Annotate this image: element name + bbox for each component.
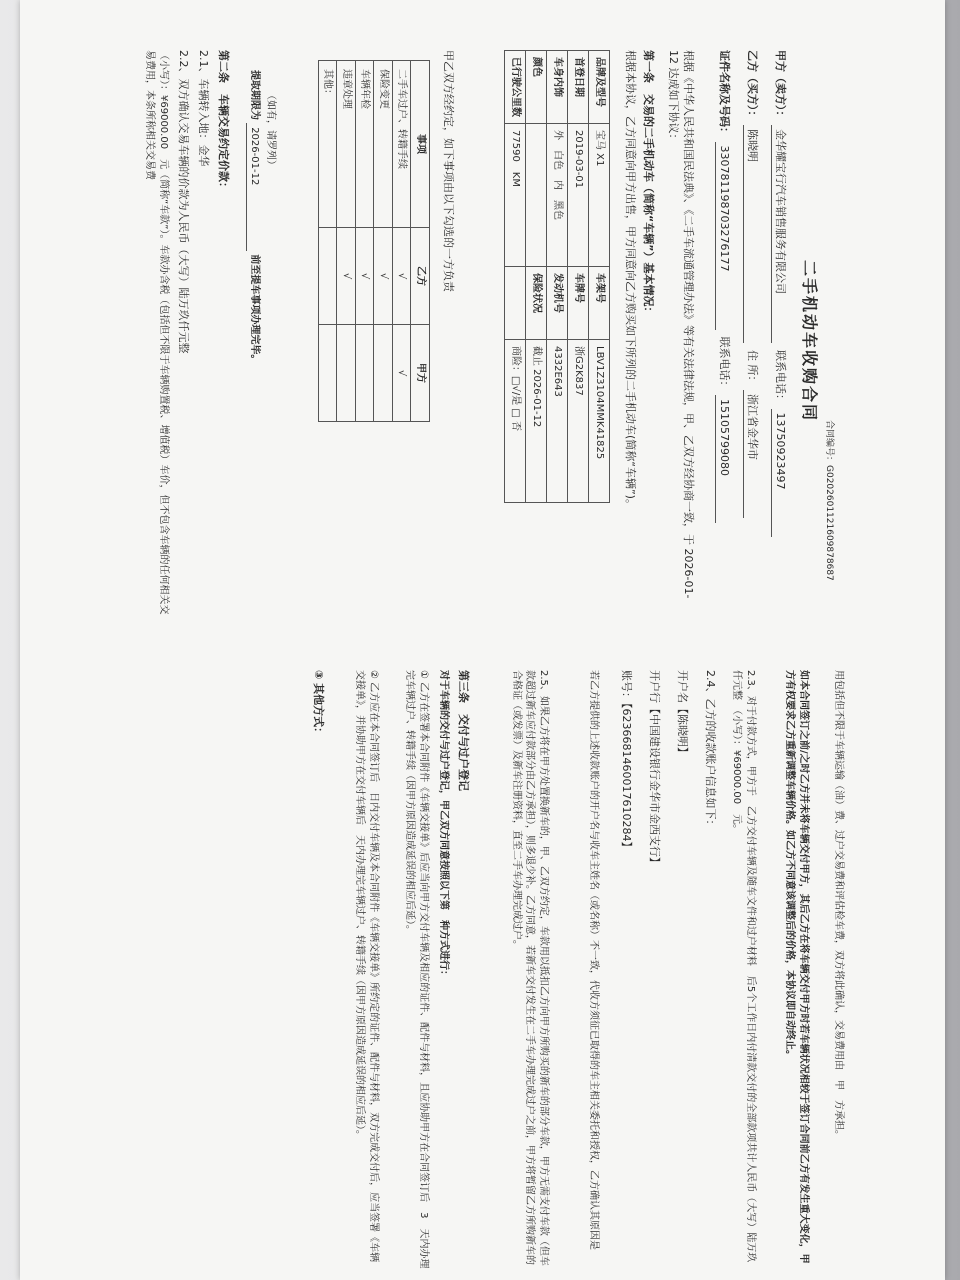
vehicle-cell: 车牌号	[568, 267, 589, 340]
vehicle-cell: 已行驶公里数	[505, 51, 526, 124]
vehicle-cell: 外 白色 内 黑色	[547, 124, 568, 267]
responsibility-item: 二手车过户、转籍手续	[393, 61, 412, 228]
vehicle-row	[589, 51, 610, 503]
responsibility-check: √	[393, 228, 412, 325]
responsibility-check: √	[356, 228, 375, 325]
responsibility-note: （如有，请罗列）	[265, 90, 276, 170]
vehicle-cell: 品牌及型号	[589, 51, 610, 124]
responsibility-item: 车辆年检	[356, 61, 375, 228]
vehicle-cell	[505, 267, 526, 340]
account-name: 开户名【陈晓明】	[676, 670, 689, 758]
id-number: 330781198703276177	[715, 142, 731, 330]
account-number: 账号：【6236681460017610284】	[620, 670, 633, 853]
article-2-heading: 第二条 车辆交易约定价款：	[217, 50, 230, 193]
article-3-option-1: ① 乙方在签署本合同附件《车辆交接单》后应当向甲方交付车辆及相应的证件、配件与材料，且应协助甲方在合同签订后 3 天内办理完车辆过户、转籍手续（因甲方原因造成延误的相应后延）。	[404, 670, 429, 1269]
account-mismatch-text: 若乙方提供的上述收款账户的开户名与收车主姓名（或名称）不一致，代收方须征已取得的车主相关委托和授权，乙方确认其原因是	[588, 670, 599, 1250]
responsibility-row	[393, 61, 412, 422]
vehicle-cell: 保险状况	[526, 267, 547, 340]
vehicle-cell: 2019-03-01	[568, 124, 589, 267]
vehicle-info-table	[504, 50, 610, 503]
vehicle-cell: 宝马 X1	[589, 124, 610, 267]
article-2-3: 2.3、对于付款方式，甲方于 乙方交付车辆及随车文件和过户材料 后5个工作日内付清款交付的全部款项共计人民币（大写）陆万玖仟元整 （小写）：¥69000.00 元。	[731, 670, 756, 1263]
party-b-name: 陈晓明	[743, 125, 759, 343]
vehicle-cell: 首登日期	[568, 51, 589, 124]
contract-number: 合同编号：G0202601121609878687	[824, 420, 834, 581]
vehicle-cell: 浙G2K837	[568, 340, 589, 503]
vehicle-cell: 发动机号	[547, 267, 568, 340]
fees-text: 用包括但不限于车辆运输（油）费、过户交易费和评估检车费，双方将此确认，交易费用由 甲 方承担。	[833, 670, 844, 1140]
responsibility-check	[337, 325, 356, 422]
vehicle-cell: 商险：□√/是 □ 否	[505, 340, 526, 503]
responsibility-check	[356, 325, 375, 422]
responsibility-header-cell: 乙方	[411, 228, 430, 325]
article-2-4: 2.4、乙方的收款账户信息如下：	[704, 670, 717, 831]
article-2-2b: （小写）：¥69000.00 元（简称“车款”）。车款办含税（包括但不限于车辆购置税、增值税）车价，但不包含车辆的任何相关交易费用，本条所称相关交易费	[144, 50, 169, 615]
vehicle-row	[526, 51, 547, 503]
rotated-sheet	[20, 0, 945, 1280]
condition-text: 如本合同签订之前/之时乙方并未将车辆交付甲方，其后乙方在将车辆交付甲方时若车辆状况相较于签订合同前乙方有发生重大变化，甲方有权要求乙方重新调整车辆价格。如乙方不同意该调整后的价格，本协议即自动终止。	[784, 670, 809, 1264]
responsibility-item: 违章处理	[337, 61, 356, 228]
vehicle-cell: 车架号	[589, 267, 610, 340]
vehicle-cell: 77590 KM	[505, 124, 526, 267]
responsibility-header-cell: 事项	[411, 61, 430, 228]
responsibility-table	[318, 60, 430, 422]
responsibility-check: √	[337, 228, 356, 325]
responsibility-header-cell: 甲方	[411, 325, 430, 422]
responsibility-row	[319, 61, 338, 422]
party-b-address: 浙江省金华市	[743, 390, 759, 518]
article-2-2: 2.2、双方确认交易车辆的价款为人民币（大写）陆万玖仟元整	[177, 50, 190, 354]
responsibility-intro: 甲乙双方经约定，如下事项由以下勾选的一方负责	[442, 50, 455, 292]
article-3-option-3: ③ 其他方式：	[312, 670, 325, 739]
vehicle-cell: 4332E643	[547, 340, 568, 503]
intro-text: 根据《中华人民共和国民法典》、《二手车流通管理办法》等有关法律法规，甲、乙双方经协商一致，于 2026-01-12 达成如下协议：	[667, 50, 695, 599]
page-1	[20, 0, 945, 640]
responsibility-check: √	[374, 228, 393, 325]
article-1-heading: 第一条 交易的二手机动车（简称“车辆”）基本情况：	[642, 50, 655, 318]
party-a-name: 金华耀宝行汽车销售服务有限公司	[771, 125, 787, 343]
responsibility-check	[374, 325, 393, 422]
article-1-text: 根据本协议，乙方同意向甲方出售，甲方同意向乙方购买如下所列的二手机动车(简称“车辆”)。	[624, 50, 637, 510]
vehicle-cell: 车身内饰	[547, 51, 568, 124]
document-title: 二手机动车收购合同	[800, 260, 819, 423]
vehicle-row	[505, 51, 526, 503]
party-b-phone: 15105799080	[715, 395, 731, 523]
party-b-row: 乙方（买方）： 陈晓明 住 所： 浙江省金华市	[743, 50, 759, 518]
responsibility-row	[374, 61, 393, 422]
responsibility-item: 保险变更	[374, 61, 393, 228]
account-bank: 开户行【中国建设银行金华市金西支行】	[648, 670, 661, 868]
vehicle-cell: 截止 2026-01-12	[526, 340, 547, 503]
responsibility-row	[356, 61, 375, 422]
id-row: 证件名称及号码： 330781198703276177 联系电话： 15105799080	[715, 50, 731, 523]
article-2-1: 2.1、车辆转入地：金华	[197, 50, 210, 167]
contract-paper	[20, 0, 945, 1280]
article-3-option-2: ② 乙方应在本合同签订后 日内交付车辆及本合同附件《车辆交接单》所约定的证件、配件与材料，双方完成交付后，应当签署《车辆交接单》，并协助甲方在交付车辆后 天内办理完车辆过户、转籍手续（因甲方原因造成延误的相应后延）。	[354, 670, 379, 1263]
responsibility-header-row	[411, 61, 430, 422]
vehicle-cell	[526, 124, 547, 267]
vehicle-cell: LBV1Z3104MMK41825	[589, 340, 610, 503]
article-3-heading: 第三条 交付与过户登记	[457, 670, 470, 791]
vehicle-cell: 颜色	[526, 51, 547, 124]
article-3-intro: 对于车辆的交付与过户登记，甲乙双方同意按照以下第 种方式进行：	[438, 670, 449, 980]
deadline-row: 提取期限为 2026-01-12 前至提车事项办理完毕。	[247, 70, 262, 364]
party-a-row: 甲方（卖方）： 金华耀宝行汽车销售服务有限公司 联系电话： 13750923497	[771, 50, 787, 537]
vehicle-row	[547, 51, 568, 503]
responsibility-row	[337, 61, 356, 422]
responsibility-item: 其他：	[319, 61, 338, 228]
party-a-phone: 13750923497	[771, 409, 787, 537]
responsibility-check	[319, 325, 338, 422]
article-2-5: 2.5、如果乙方将在甲方处置换新车的，甲、乙双方约定，车款用以抵扣乙方向甲方所购买的新车的部分车款，甲方无需支付车款（但车款超过新车应付款部分由乙方承担），则多退少补。乙方同意，若新车交付发生在二手车办理完成过户之前，甲方将暂留乙方所购新车的合格证（或发票）及新车注册资料，直至二手车办理完成过户。	[511, 670, 549, 1266]
deadline-date: 2026-01-12	[247, 123, 262, 251]
responsibility-check: √	[393, 325, 412, 422]
vehicle-row	[568, 51, 589, 503]
page-2	[20, 640, 945, 1280]
responsibility-check	[319, 228, 338, 325]
